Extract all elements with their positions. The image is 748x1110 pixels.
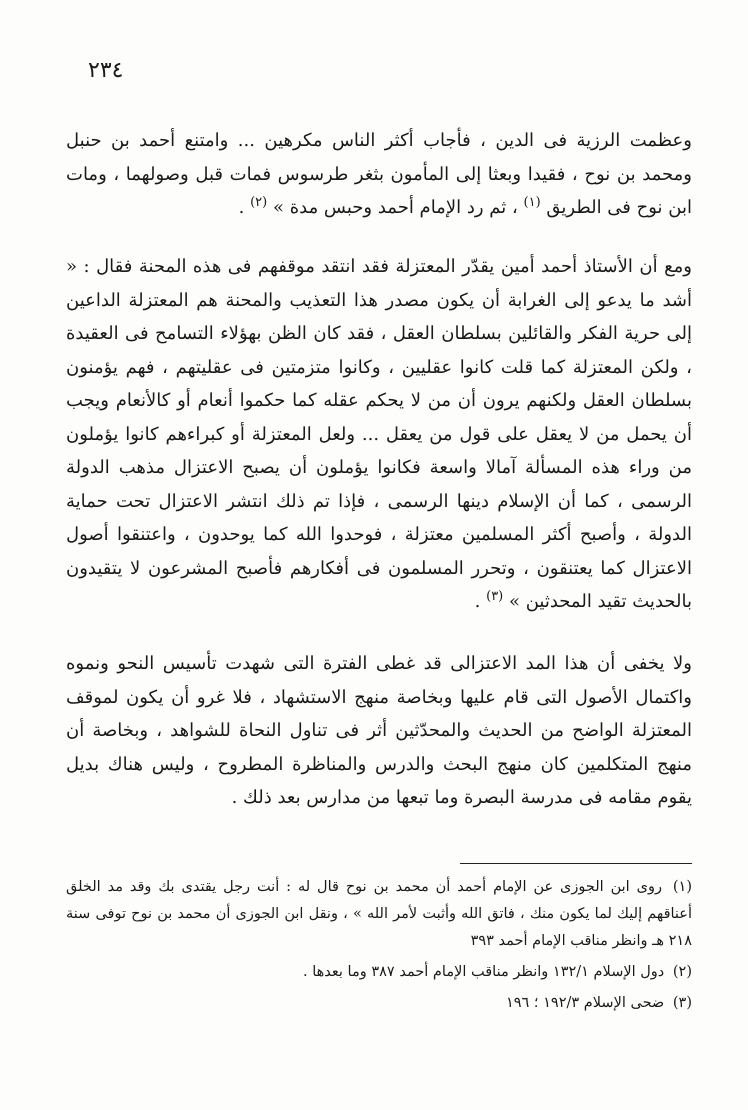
footnote-1: [66, 874, 692, 955]
footnote-1-number: (١): [672, 879, 692, 895]
footnote-1-text: روى ابن الجوزى عن الإمام أحمد أن محمد بن نوح قال له : أنت رجل يقتدى بك وقد مد الخلق أعناقهم إليك لما يكون منك ، فاتق الله وأثبت لأمر الله » ، ونقل ابن الجوزى أن محمد بن نوح توفى سنة ٢١٨ هـ وانظر مناقب الإمام أحمد ٣٩٣: [66, 879, 692, 949]
footnote-3: [66, 990, 692, 1017]
footnote-2: [66, 959, 692, 986]
paragraph-1-text-b: ، ثم رد الإمام أحمد وحبس مدة »: [272, 197, 518, 218]
paragraph-2-tail: .: [474, 591, 481, 612]
paragraph-1-tail: .: [238, 197, 245, 218]
footnote-divider: [460, 863, 692, 864]
paragraph-3-text: ولا يخفى أن هذا المد الاعتزالى قد غطى الفترة التى شهدت تأسيس النحو ونموه واكتمال الأصول التى قام عليها وبخاصة منهج الاستشهاد ، فلا غرو أن يكون لموقف المعتزلة الواضح من الحديث والمحدّثين أثر فى تناول النحاة للشواهد ، وبخاصة أن منهج المتكلمين كان منهج البحث والدرس والمناظرة المطروح ، وليس هناك بديل يقوم مقامه فى مدرسة البصرة وما تبعها من مدارس بعد ذلك .: [66, 653, 692, 808]
footnotes: [66, 874, 692, 1021]
footnote-ref-2[interactable]: (٢): [250, 195, 268, 210]
footnote-2-number: (٢): [672, 964, 692, 980]
footnote-3-text: ضحى الإسلام ١٩٢/٣ ؛ ١٩٦: [505, 995, 665, 1011]
paragraph-3: [66, 647, 692, 815]
footnote-3-number: (٣): [672, 995, 692, 1011]
paragraph-2-text: ومع أن الأستاذ أحمد أمين يقدّر المعتزلة فقد انتقد موقفهم فى هذه المحنة فقال : « أشد ما يدعو إلى الغرابة أن يكون مصدر هذا التعذيب والمحنة هم المعتزلة الداعين إلى حرية الفكر والقائلين بسلطان العقل ، فقد كان الظن بهؤلاء التسامح فى العقيدة ، ولكن المعتزلة كما قلت كانوا عقليين ، وكانوا متزمتين فى عقليتهم ، فهم يؤمنون بسلطان العقل ولكنهم يرون أن من لا يحكم عقله كما حكموا أنعام أو كالأنعام ويجب أن يحمل من لا يعقل على قول من يعقل ... ولعل المعتزلة أو كبراءهم كانوا يؤملون من وراء هذه المسألة آمالا واسعة فكانوا يؤملون أن يصبح الاعتزال مذهب الدولة الرسمى ، كما أن الإسلام دينها الرسمى ، فإذا تم ذلك انتشر الاعتزال تحت حماية الدولة ، وأصبح أكثر المسلمين معتزلة ، فوحدوا الله كما يوحدون ، واعتنقوا أصول الاعتزال كما يعتنقون ، وتحرر المسلمون فى أفكارهم فأصبح المشرعون لا يتقيدون بالحديث تقيد المحدثين »: [66, 256, 692, 612]
paragraph-1-text: وعظمت الرزية فى الدين ، فأجاب أكثر الناس مكرهين ... وامتنع أحمد بن حنبل ومحمد بن نوح ، فقيدا وبعثا إلى المأمون بثغر طرسوس فمات قبل وصولهما ، ومات ابن نوح فى الطريق: [66, 130, 692, 218]
page-number: ٢٣٤: [88, 58, 124, 83]
paragraph-1: [66, 124, 692, 225]
footnote-ref-1[interactable]: (١): [523, 195, 541, 210]
footnote-2-text: دول الإسلام ١٣٢/١ وانظر مناقب الإمام أحمد ٣٨٧ وما بعدها .: [303, 964, 665, 980]
footnote-ref-3[interactable]: (٣): [486, 589, 504, 604]
paragraph-2: [66, 250, 692, 619]
